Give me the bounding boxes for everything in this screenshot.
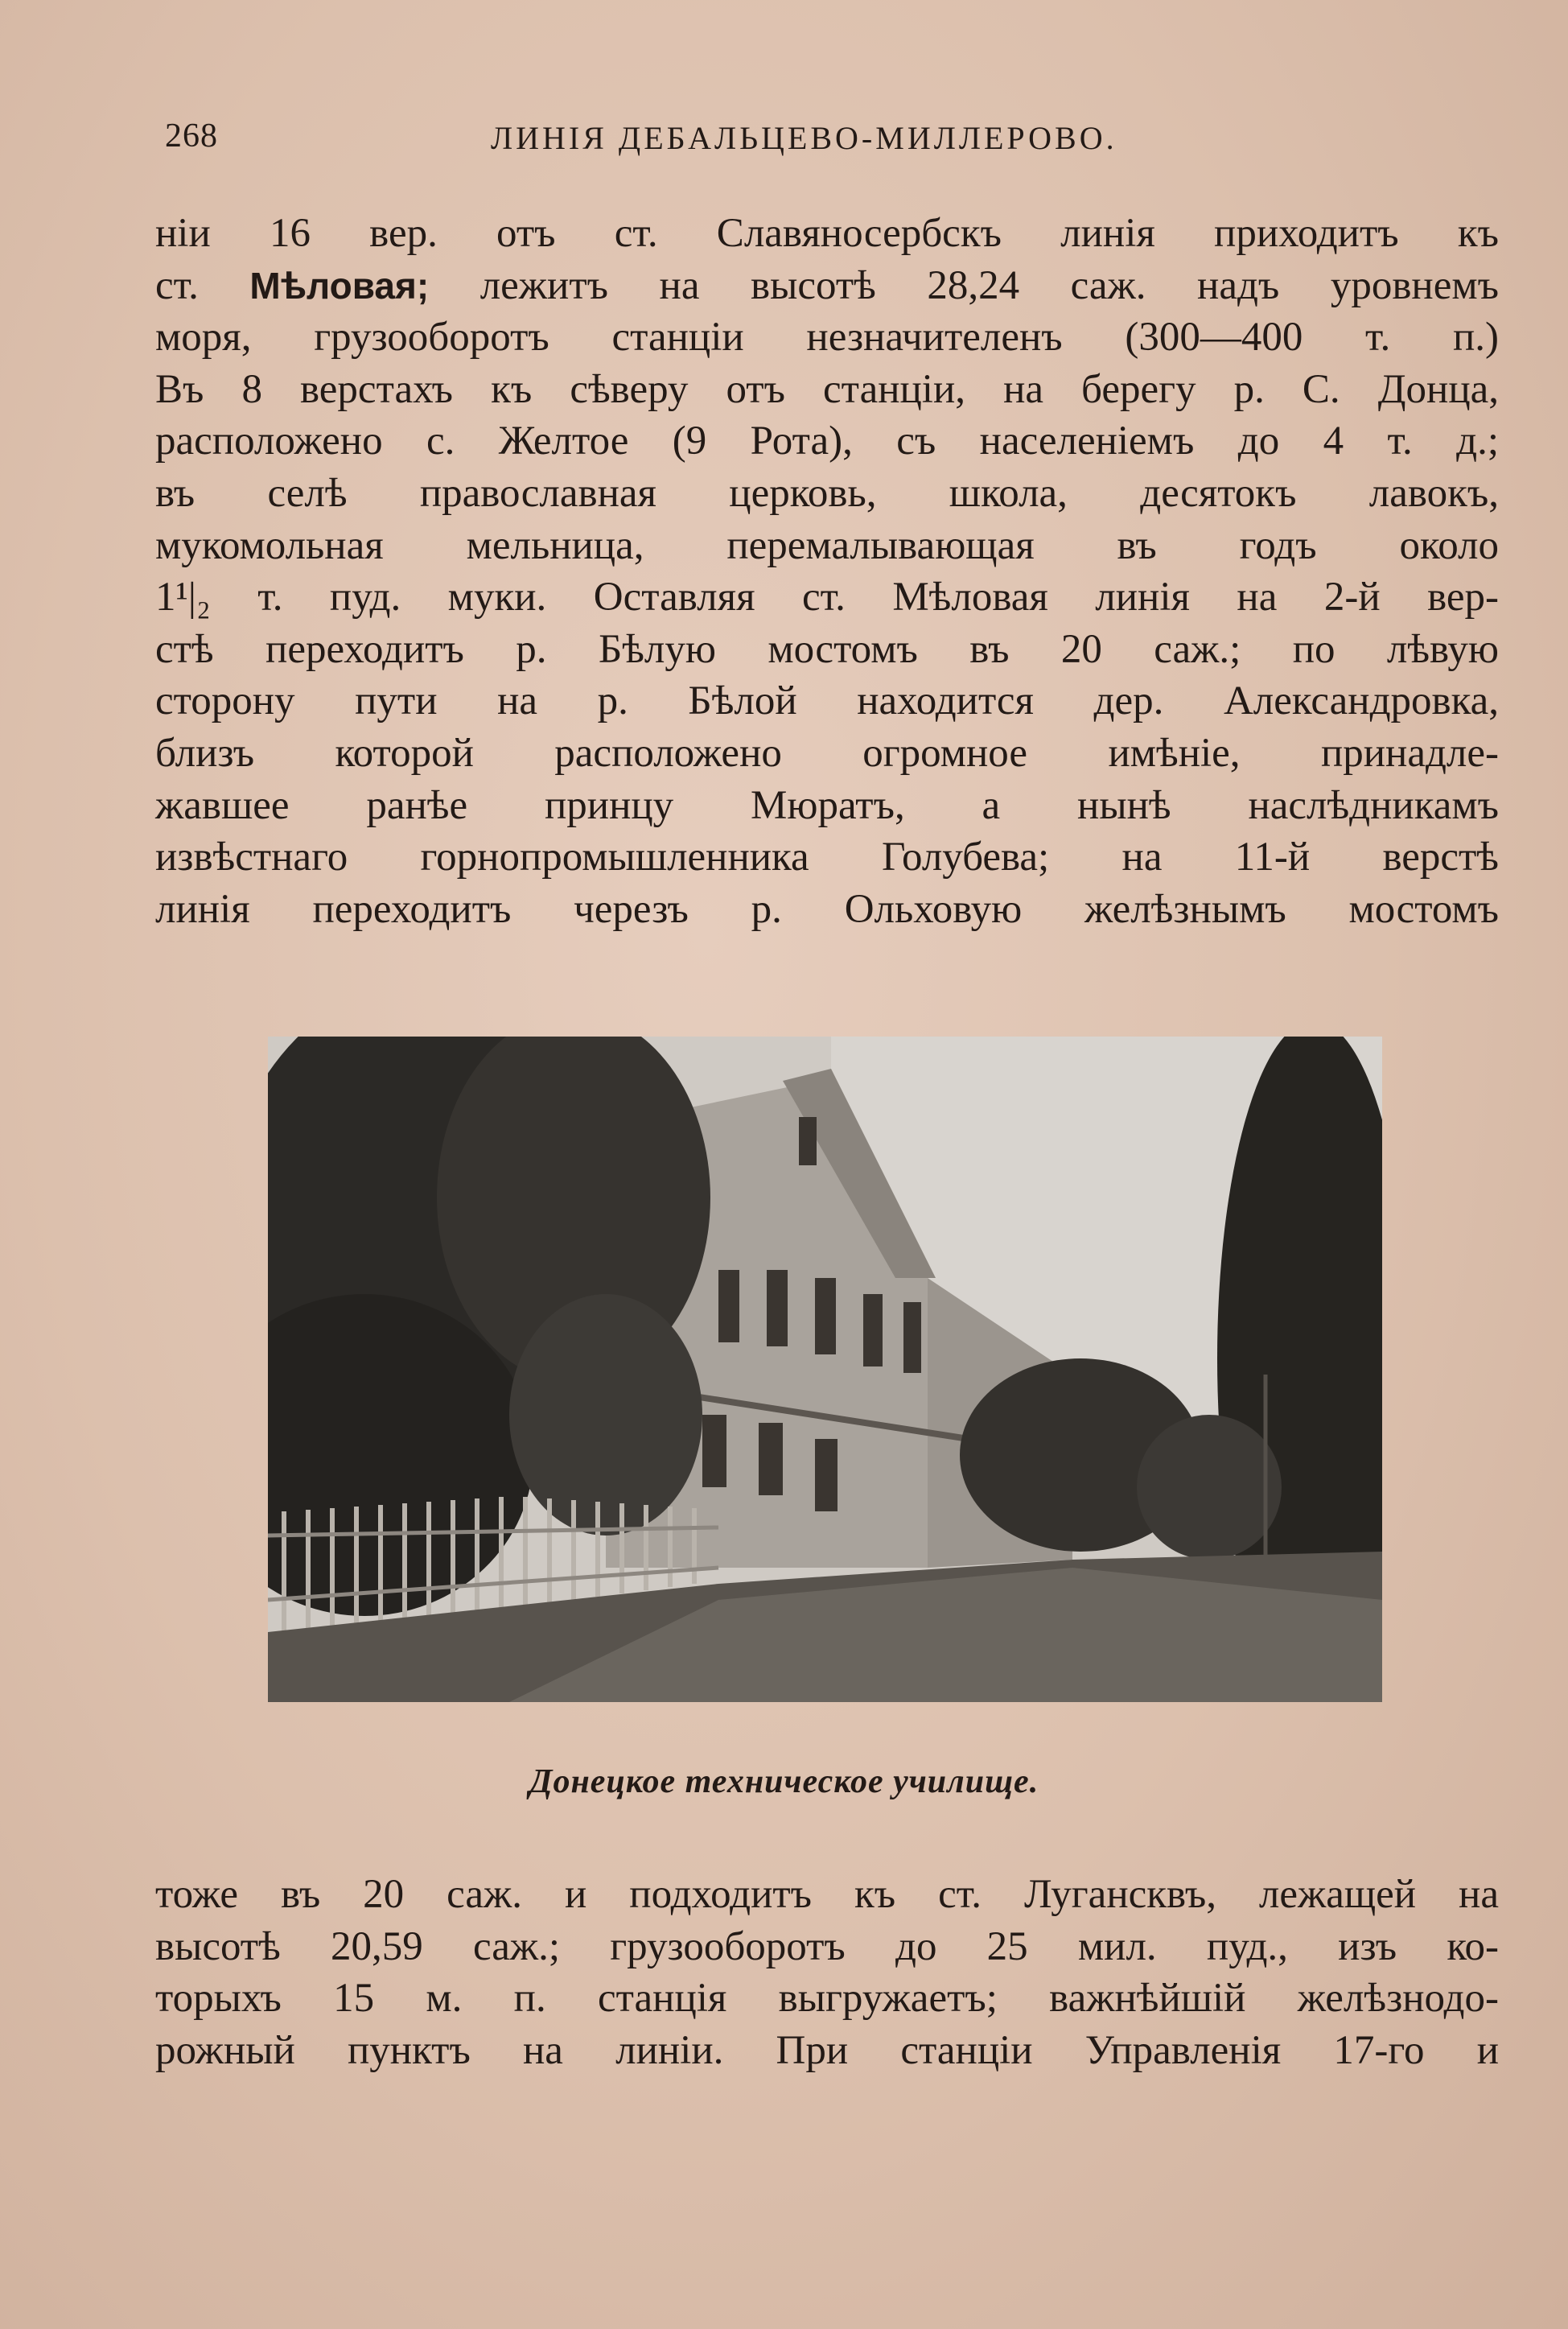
text-line: тоже въ 20 саж. и подходитъ къ ст. Лугансквъ, лежащей на — [155, 1872, 1499, 1917]
text-line: сторону пути на р. Бѣлой находится дер. Александровка, — [155, 678, 1499, 724]
text-line: мукомольная мельница, перемалывающая въ годъ около — [155, 522, 1499, 568]
text-line: въ селѣ православная церковь, школа, десятокъ лавокъ, — [155, 470, 1499, 516]
text-line: извѣстнаго горнопромышленника Голубева; на 11-й верстѣ — [155, 835, 1499, 880]
text-line: 1¹|₂ т. пуд. муки. Оставляя ст. Мѣловая линія на 2-й вер- — [155, 575, 1499, 620]
text-after-figure — [155, 1869, 1499, 2076]
text-line: рожный пунктъ на линіи. При станціи Управленія 17-го и — [155, 2027, 1499, 2073]
text-line: моря, грузооборотъ станціи незначителенъ (300—400 т. п.) — [155, 315, 1499, 361]
text-line: ст. Мѣловая; лежитъ на высотѣ 28,24 саж. надъ уровнемъ — [155, 262, 1500, 308]
page-number: 268 — [165, 117, 218, 155]
text-line: высотѣ 20,59 саж.; грузооборотъ до 25 мил. пуд., изъ ко- — [155, 1923, 1499, 1969]
text-line: жавшее ранѣе принцу Мюратъ, а нынѣ наслѣдникамъ — [155, 782, 1499, 828]
running-title: ЛИНІЯ ДЕБАЛЬЦЕВО-МИЛЛЕРОВО. — [491, 120, 1117, 156]
text-line: стѣ переходитъ р. Бѣлую мостомъ въ 20 саж.; по лѣвую — [155, 626, 1499, 672]
text-before-figure — [155, 208, 1499, 935]
text-line: близъ которой расположено огромное имѣніе, принадле- — [155, 730, 1499, 776]
text-line: линія переходитъ черезъ р. Ольховую желѣзнымъ мостомъ — [155, 886, 1499, 932]
text-line: торыхъ 15 м. п. станція выгружаетъ; важнѣйшій желѣзнодо- — [155, 1976, 1499, 2022]
text-line: расположено с. Желтое (9 Рота), съ населеніемъ до 4 т. д.; — [155, 418, 1499, 464]
school-building-photo — [268, 1037, 1382, 1702]
figure-caption: Донецкое техническое училище. — [529, 1763, 1039, 1800]
station-name: Мѣловая; — [249, 264, 430, 307]
text-line: ніи 16 вер. отъ ст. Славяносербскъ линія приходитъ къ — [155, 211, 1499, 256]
text-line: Въ 8 верстахъ къ сѣверу отъ станціи, на берегу р. С. Донца, — [155, 366, 1499, 412]
